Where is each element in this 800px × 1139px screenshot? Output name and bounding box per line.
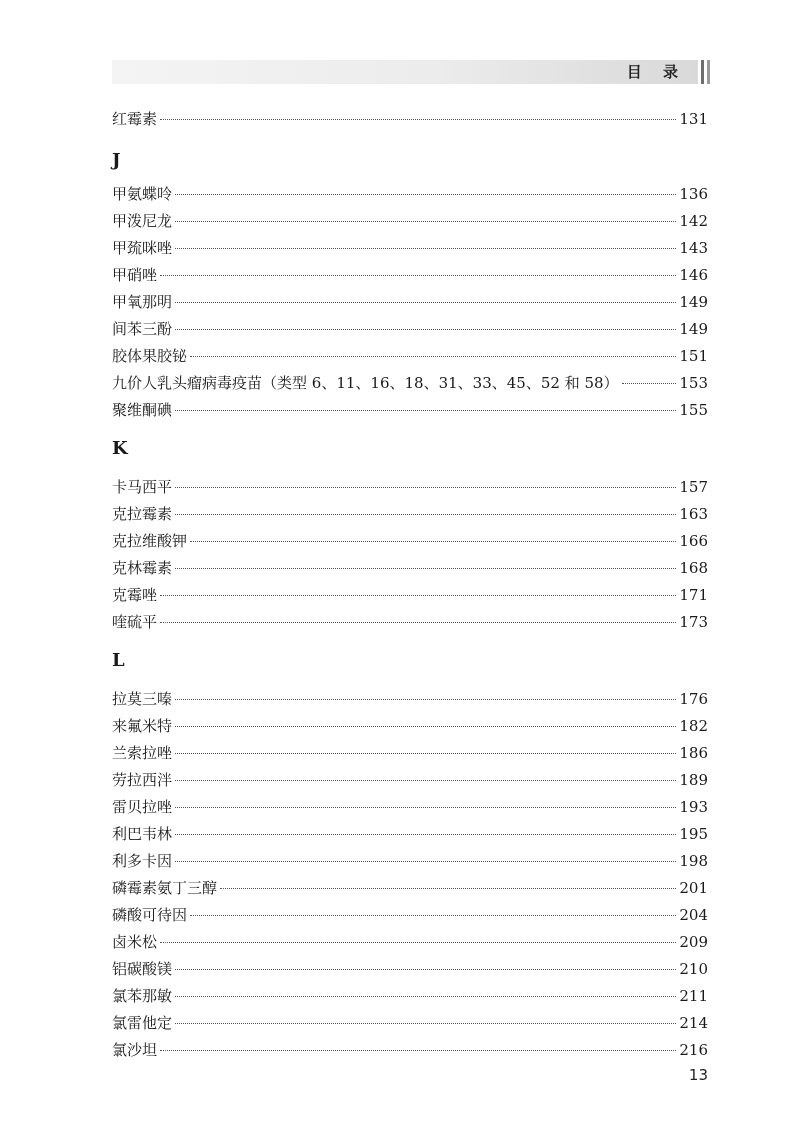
dot-leader <box>175 969 676 970</box>
section-letter: L <box>112 650 125 671</box>
dot-leader <box>160 119 676 120</box>
toc-entry-name: 氯沙坦 <box>112 1041 158 1059</box>
dot-leader <box>175 807 676 808</box>
toc-entry-page: 168 <box>679 559 708 577</box>
toc-entry <box>112 343 708 370</box>
toc-entry-name: 劳拉西泮 <box>112 771 173 789</box>
dot-leader <box>160 622 676 623</box>
toc-entry-page: 198 <box>679 852 708 870</box>
toc-entry-name: 卡马西平 <box>112 478 173 496</box>
toc-entry <box>112 208 708 235</box>
dot-leader <box>175 302 676 303</box>
dot-leader <box>175 194 676 195</box>
toc-entry <box>112 106 708 133</box>
toc-entry <box>112 1010 708 1037</box>
toc-entry-page: 155 <box>679 401 708 419</box>
toc-entry-page: 163 <box>679 505 708 523</box>
toc-entry-page: 143 <box>679 239 708 257</box>
toc-entry <box>112 875 708 902</box>
dot-leader <box>175 834 676 835</box>
toc-entry-page: 216 <box>679 1041 708 1059</box>
dot-leader <box>175 514 676 515</box>
toc-entry-name: 兰索拉唑 <box>112 744 173 762</box>
toc-entry-page: 189 <box>679 771 708 789</box>
toc-entry-name: 氯苯那敏 <box>112 987 173 1005</box>
toc-entry <box>112 316 708 343</box>
dot-leader <box>220 888 676 889</box>
toc-entry-page: 210 <box>679 960 708 978</box>
toc-entry <box>112 1037 708 1064</box>
toc-entry-name: 利多卡因 <box>112 852 173 870</box>
toc-entry <box>112 474 708 501</box>
dot-leader <box>160 595 676 596</box>
dot-leader <box>160 1050 676 1051</box>
toc-entry-name: 来氟米特 <box>112 717 173 735</box>
toc-entry-page: 182 <box>679 717 708 735</box>
dot-leader <box>190 915 676 916</box>
toc-entry-name: 甲巯咪唑 <box>112 239 173 257</box>
toc-entry-page: 209 <box>679 933 708 951</box>
toc-entry <box>112 501 708 528</box>
toc-entry-page: 153 <box>679 374 708 392</box>
toc-entry-name: 九价人乳头瘤病毒疫苗（类型 6、11、16、18、31、33、45、52 和 58） <box>112 374 619 392</box>
toc-entry <box>112 181 708 208</box>
toc-entry-name: 磷霉素氨丁三醇 <box>112 879 218 897</box>
toc-entry <box>112 609 708 636</box>
dot-leader <box>190 356 676 357</box>
toc-entry <box>112 983 708 1010</box>
toc-entry-name: 卤米松 <box>112 933 158 951</box>
toc-entry-name: 磷酸可待因 <box>112 906 188 924</box>
dot-leader <box>175 726 676 727</box>
dot-leader <box>175 780 676 781</box>
toc-entry <box>112 289 708 316</box>
running-header-title: 目 录 <box>626 63 686 81</box>
toc-entry-name: 克霉唑 <box>112 586 158 604</box>
toc-entry-name: 克林霉素 <box>112 559 173 577</box>
dot-leader <box>175 329 676 330</box>
toc-entry <box>112 740 708 767</box>
toc-entry-page: 166 <box>679 532 708 550</box>
toc-entry-name: 铝碳酸镁 <box>112 960 173 978</box>
dot-leader <box>175 699 676 700</box>
toc-entry <box>112 235 708 262</box>
toc-entry-page: 186 <box>679 744 708 762</box>
dot-leader <box>175 410 676 411</box>
toc-entry-name: 拉莫三嗪 <box>112 690 173 708</box>
toc-entry-page: 195 <box>679 825 708 843</box>
toc-entry <box>112 555 708 582</box>
toc-entry-page: 146 <box>679 266 708 284</box>
toc-entry-page: 171 <box>679 586 708 604</box>
toc-entry-name: 甲硝唑 <box>112 266 158 284</box>
toc-entry <box>112 397 708 424</box>
toc-entry <box>112 370 708 397</box>
toc-entry-page: 204 <box>679 906 708 924</box>
toc-entry-name: 甲氧那明 <box>112 293 173 311</box>
toc-entry-name: 甲氨蝶呤 <box>112 185 173 203</box>
dot-leader <box>175 996 676 997</box>
toc-entry-name: 甲泼尼龙 <box>112 212 173 230</box>
toc-entry <box>112 848 708 875</box>
toc-entry-name: 雷贝拉唑 <box>112 798 173 816</box>
section-letter: K <box>112 438 128 459</box>
dot-leader <box>190 541 676 542</box>
dot-leader <box>175 487 676 488</box>
toc-entry <box>112 582 708 609</box>
toc-entry-page: 131 <box>679 110 708 128</box>
toc-entry <box>112 821 708 848</box>
toc-entry-page: 211 <box>679 987 708 1005</box>
toc-entry-page: 214 <box>679 1014 708 1032</box>
toc-entry-name: 氯雷他定 <box>112 1014 173 1032</box>
dot-leader <box>160 942 676 943</box>
toc-entry <box>112 767 708 794</box>
toc-entry-page: 193 <box>679 798 708 816</box>
toc-entry-name: 胶体果胶铋 <box>112 347 188 365</box>
toc-entry-name: 聚维酮碘 <box>112 401 173 419</box>
toc-entry-name: 间苯三酚 <box>112 320 173 338</box>
toc-entry <box>112 686 708 713</box>
toc-entry <box>112 929 708 956</box>
dot-leader <box>622 383 677 384</box>
toc-entry-name: 克拉霉素 <box>112 505 173 523</box>
toc-entry-name: 喹硫平 <box>112 613 158 631</box>
dot-leader <box>175 248 676 249</box>
toc-entry-page: 173 <box>679 613 708 631</box>
toc-entry-page: 176 <box>679 690 708 708</box>
toc-entry-name: 红霉素 <box>112 110 158 128</box>
toc-entry-page: 151 <box>679 347 708 365</box>
page-number: 13 <box>688 1066 708 1084</box>
toc-entry-name: 利巴韦林 <box>112 825 173 843</box>
toc-entry-name: 克拉维酸钾 <box>112 532 188 550</box>
toc-entry <box>112 956 708 983</box>
table-of-contents <box>112 106 708 1064</box>
dot-leader <box>175 753 676 754</box>
toc-entry <box>112 902 708 929</box>
toc-entry-page: 149 <box>679 293 708 311</box>
dot-leader <box>175 861 676 862</box>
toc-entry <box>112 262 708 289</box>
toc-entry-page: 142 <box>679 212 708 230</box>
toc-entry <box>112 794 708 821</box>
toc-entry-page: 136 <box>679 185 708 203</box>
dot-leader <box>160 275 676 276</box>
section-letter: J <box>112 150 121 171</box>
dot-leader <box>175 568 676 569</box>
dot-leader <box>175 1023 676 1024</box>
header-band <box>112 60 698 84</box>
toc-entry-page: 149 <box>679 320 708 338</box>
dot-leader <box>175 221 676 222</box>
toc-entry-page: 157 <box>679 478 708 496</box>
toc-entry <box>112 528 708 555</box>
toc-entry-page: 201 <box>679 879 708 897</box>
toc-entry <box>112 713 708 740</box>
